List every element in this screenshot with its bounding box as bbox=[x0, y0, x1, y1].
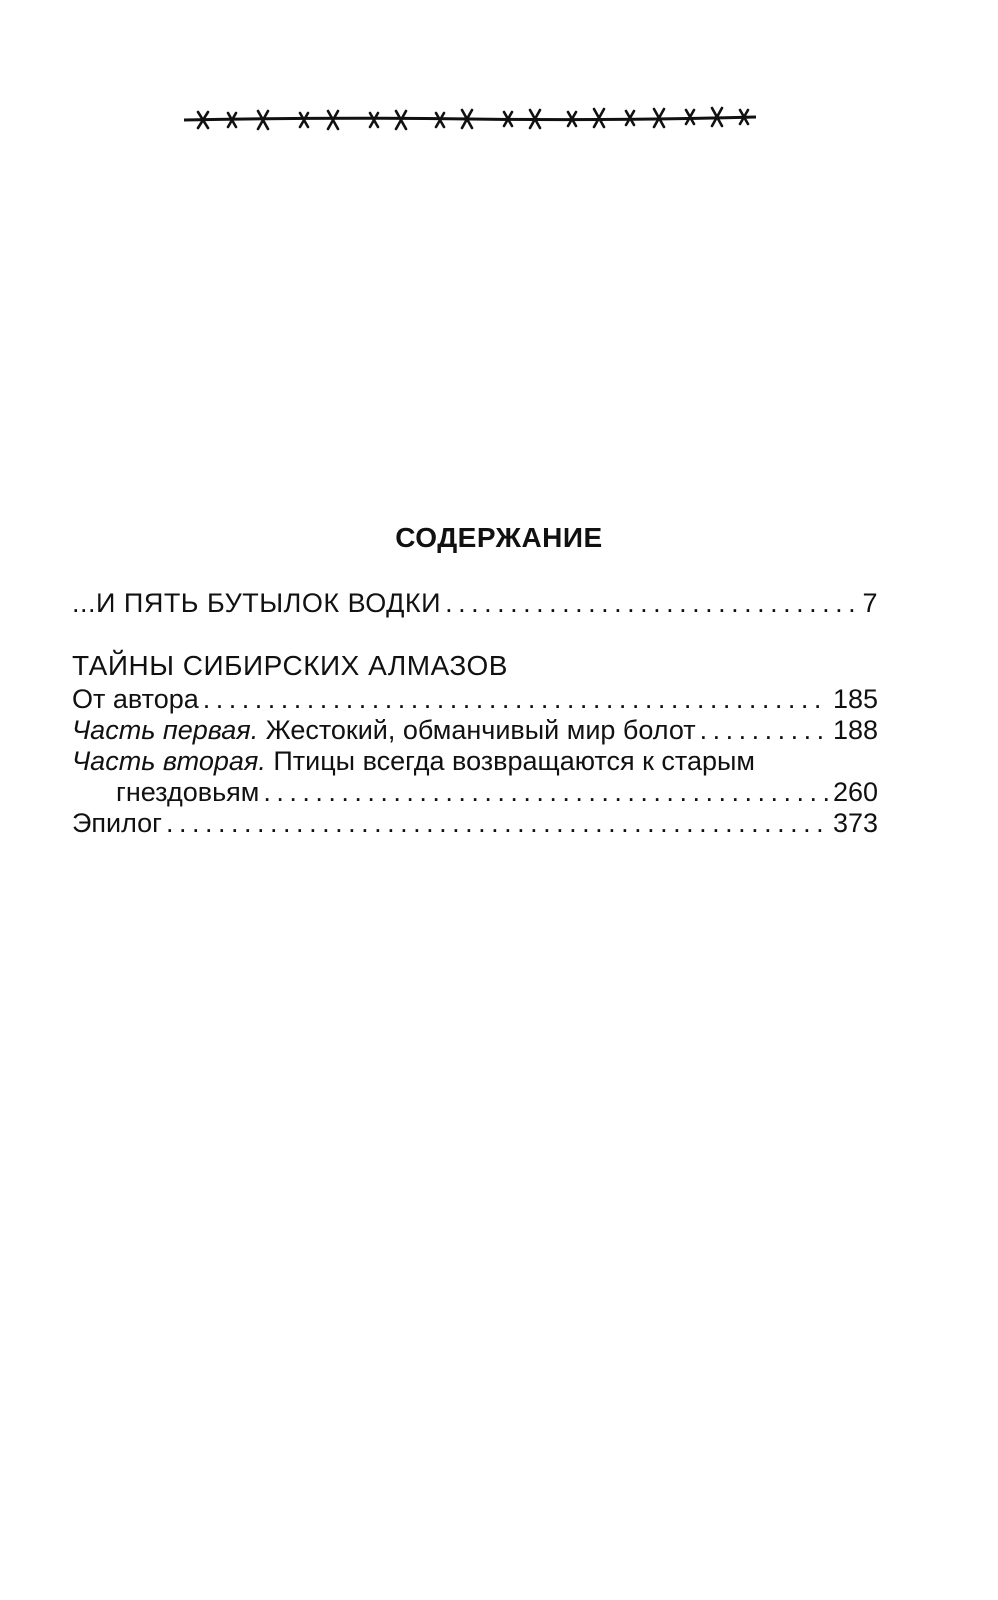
toc-entry-label: От автора bbox=[72, 684, 199, 714]
toc-entry-line1[interactable] bbox=[72, 746, 878, 777]
toc-page-number: 373 bbox=[832, 808, 878, 838]
section-heading: ТАЙНЫ СИБИРСКИХ АЛМАЗОВ bbox=[72, 650, 508, 681]
toc-title: СОДЕРЖАНИЕ bbox=[395, 522, 603, 553]
toc-entry-first-work[interactable] bbox=[72, 588, 878, 619]
toc-entry-text: Жестокий, обманчивый мир болот bbox=[258, 715, 696, 745]
toc-entry-continuation: гнездовьям bbox=[116, 777, 260, 807]
toc-entry-label: ...И ПЯТЬ БУТЫЛОК ВОДКИ bbox=[72, 588, 442, 618]
dot-leader bbox=[263, 777, 829, 808]
toc-list bbox=[72, 684, 878, 839]
toc-entry-prefix: Часть первая. bbox=[72, 715, 259, 745]
toc-entry-prefix: Часть вторая. bbox=[72, 746, 266, 776]
toc-entry[interactable] bbox=[72, 684, 878, 715]
toc-entry[interactable] bbox=[72, 808, 878, 839]
toc-entry-label bbox=[72, 746, 755, 777]
dot-leader bbox=[166, 808, 829, 839]
barbed-wire-divider-icon bbox=[182, 100, 758, 136]
toc-page-number: 188 bbox=[832, 715, 878, 745]
toc-entry-label bbox=[72, 715, 696, 746]
toc-entry-text: Птицы всегда возвращаются к старым bbox=[265, 746, 755, 776]
toc-page-number: 185 bbox=[832, 684, 878, 714]
dot-leader bbox=[203, 684, 829, 715]
dot-leader bbox=[445, 588, 858, 619]
toc-page-number: 7 bbox=[862, 588, 878, 618]
toc-page-number: 260 bbox=[832, 777, 878, 807]
toc-entry-line2[interactable] bbox=[72, 777, 878, 808]
toc-entry-label: Эпилог bbox=[72, 808, 163, 838]
toc-entry[interactable] bbox=[72, 715, 878, 746]
dot-leader bbox=[700, 715, 829, 746]
